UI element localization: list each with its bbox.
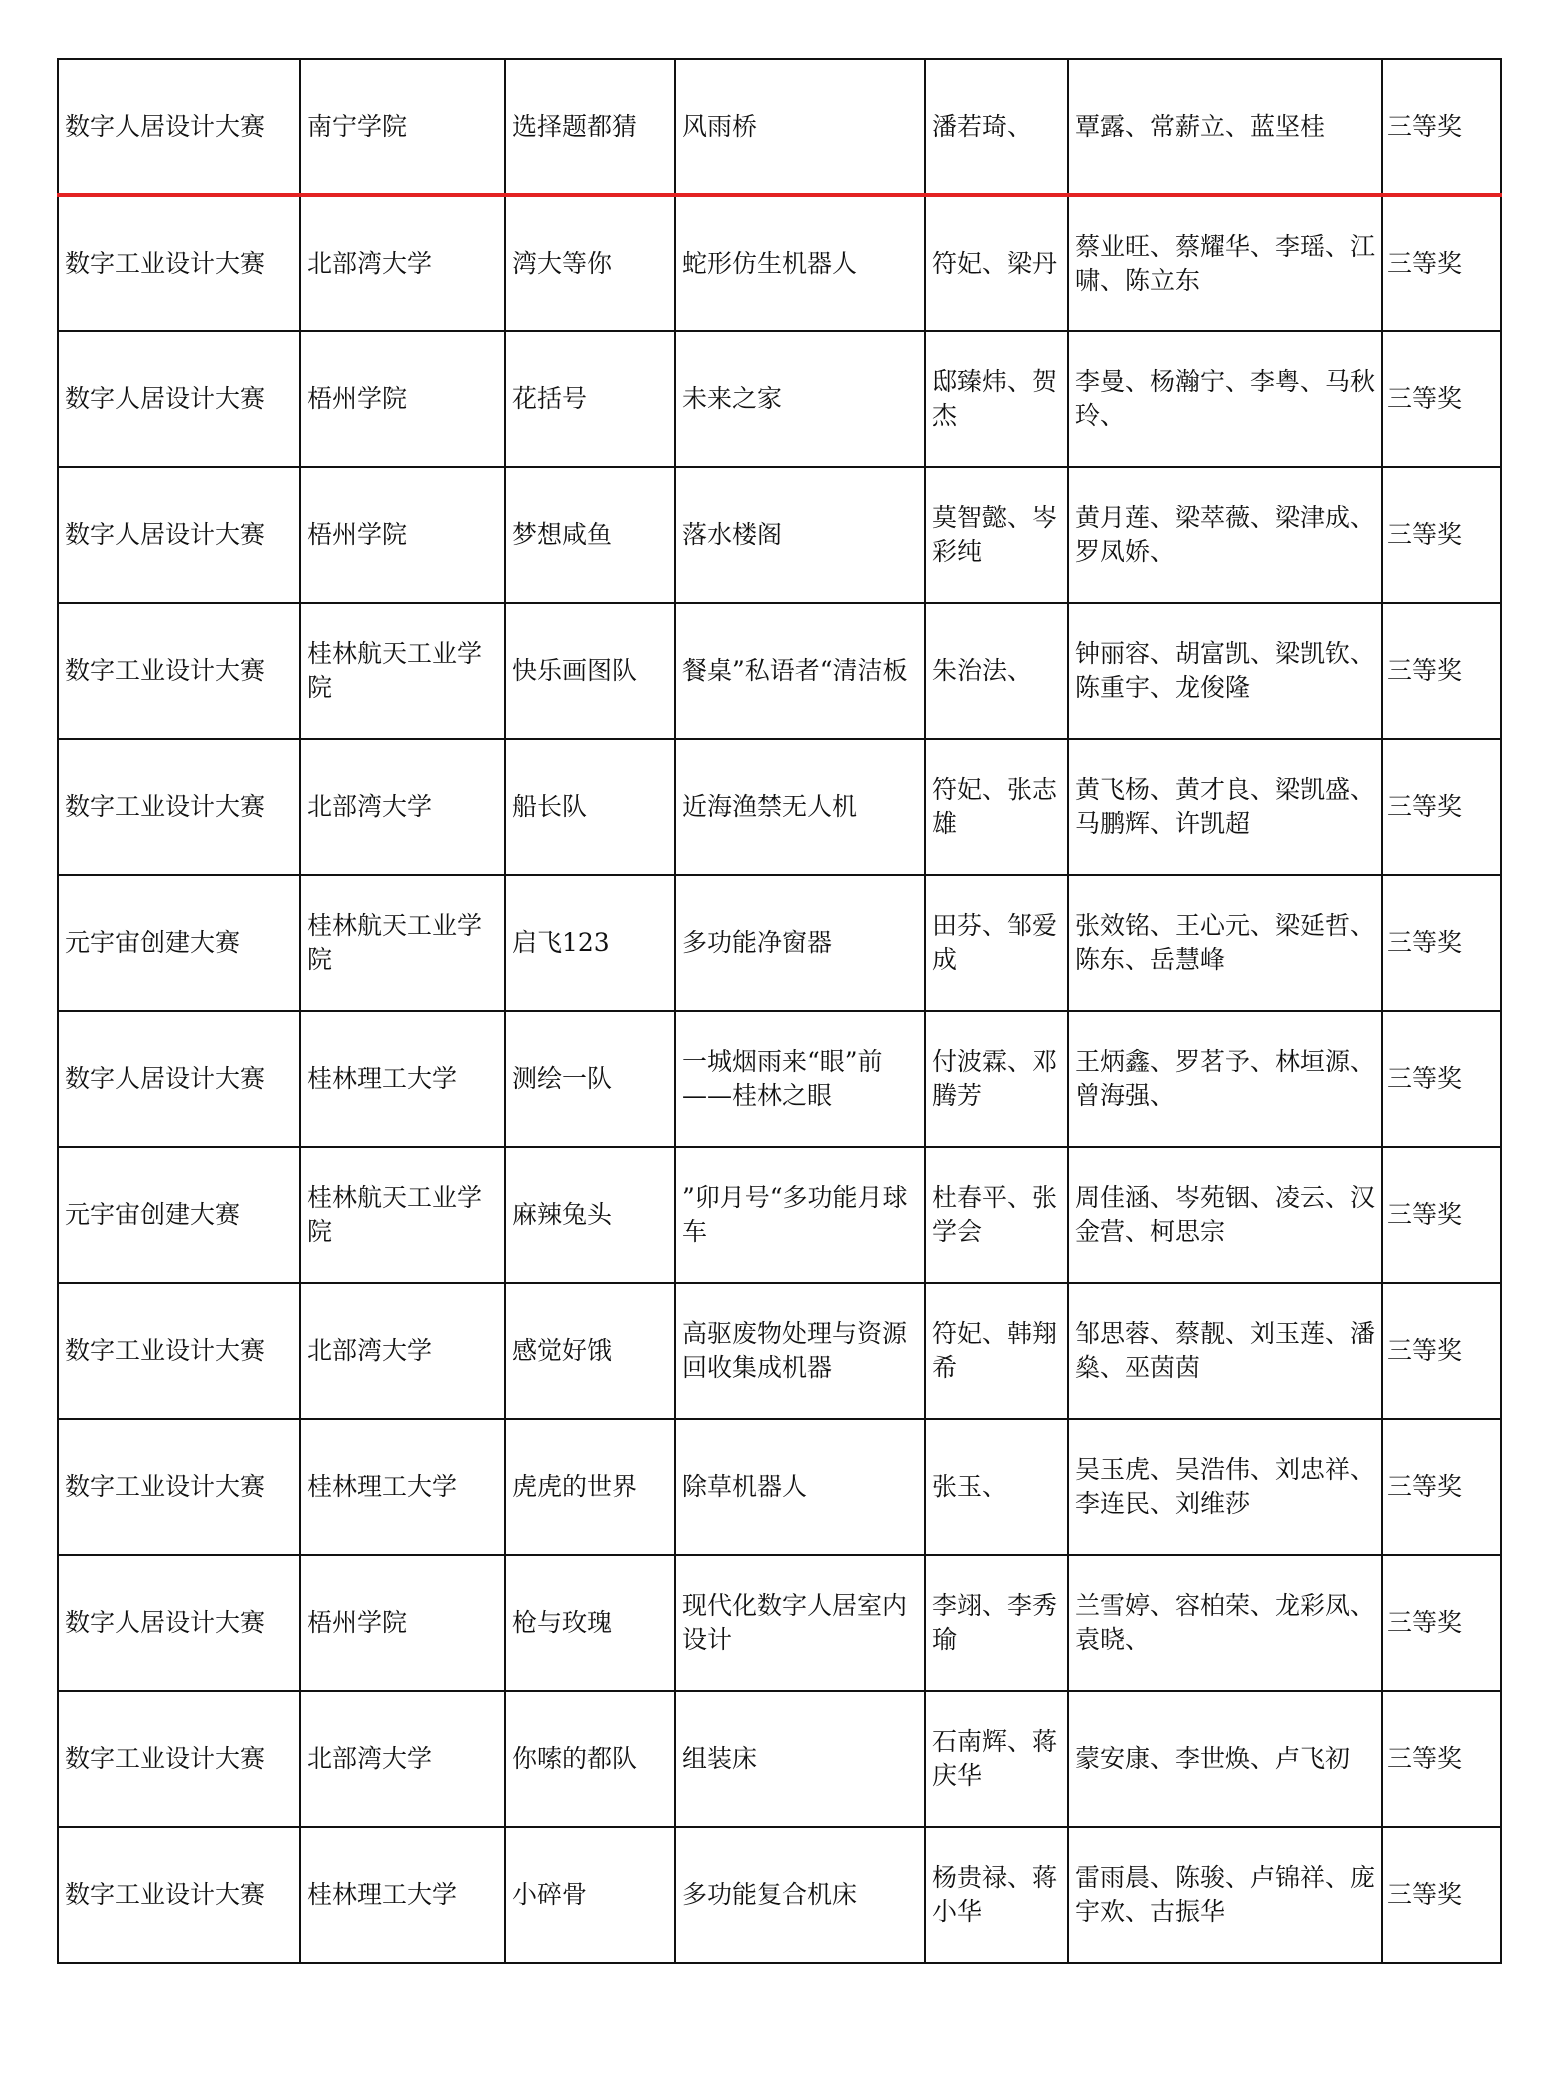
table-row: [58, 603, 1501, 739]
team-cell: 虎虎的世界: [505, 1419, 675, 1555]
team-cell: 启飞123: [505, 875, 675, 1011]
team-cell: 选择题都猜: [505, 59, 675, 195]
members-cell: 雷雨晨、陈骏、卢锦祥、庞宇欢、古振华: [1068, 1827, 1382, 1963]
school-cell: 梧州学院: [300, 1555, 505, 1691]
advisors-cell: 田芬、邹爱成: [925, 875, 1068, 1011]
table-row: [58, 875, 1501, 1011]
competition-cell: 元宇宙创建大赛: [58, 1147, 300, 1283]
advisors-cell: 朱治法、: [925, 603, 1068, 739]
award-cell: 三等奖: [1382, 59, 1501, 195]
project-cell: 一城烟雨来“眼”前——桂林之眼: [675, 1011, 925, 1147]
team-cell: 感觉好饿: [505, 1283, 675, 1419]
advisors-cell: 石南辉、蒋庆华: [925, 1691, 1068, 1827]
award-cell: 三等奖: [1382, 467, 1501, 603]
award-cell: 三等奖: [1382, 1283, 1501, 1419]
results-table: [57, 58, 1502, 1964]
award-cell: 三等奖: [1382, 1827, 1501, 1963]
team-cell: 你嗦的都队: [505, 1691, 675, 1827]
competition-cell: 数字工业设计大赛: [58, 1827, 300, 1963]
team-cell: 快乐画图队: [505, 603, 675, 739]
table-row: [58, 1827, 1501, 1963]
members-cell: 蔡业旺、蔡耀华、李瑶、江啸、陈立东: [1068, 195, 1382, 331]
advisors-cell: 符妃、韩翔希: [925, 1283, 1068, 1419]
project-cell: ”卯月号“多功能月球车: [675, 1147, 925, 1283]
award-cell: 三等奖: [1382, 603, 1501, 739]
competition-cell: 数字人居设计大赛: [58, 59, 300, 195]
award-cell: 三等奖: [1382, 195, 1501, 331]
members-cell: 覃露、常薪立、蓝坚桂: [1068, 59, 1382, 195]
advisors-cell: 邸臻炜、贺杰: [925, 331, 1068, 467]
members-cell: 钟丽容、胡富凯、梁凯钦、陈重宇、龙俊隆: [1068, 603, 1382, 739]
project-cell: 风雨桥: [675, 59, 925, 195]
school-cell: 桂林理工大学: [300, 1827, 505, 1963]
competition-cell: 数字工业设计大赛: [58, 195, 300, 331]
project-cell: 落水楼阁: [675, 467, 925, 603]
team-cell: 小碎骨: [505, 1827, 675, 1963]
team-cell: 枪与玫瑰: [505, 1555, 675, 1691]
members-cell: 黄飞杨、黄才良、梁凯盛、马鹏辉、许凯超: [1068, 739, 1382, 875]
advisors-cell: 张玉、: [925, 1419, 1068, 1555]
school-cell: 桂林航天工业学院: [300, 1147, 505, 1283]
table-row: [58, 1011, 1501, 1147]
school-cell: 桂林理工大学: [300, 1419, 505, 1555]
advisors-cell: 李翊、李秀瑜: [925, 1555, 1068, 1691]
competition-cell: 数字工业设计大赛: [58, 739, 300, 875]
table-row: [58, 59, 1501, 195]
advisors-cell: 莫智懿、岑彩纯: [925, 467, 1068, 603]
project-cell: 组装床: [675, 1691, 925, 1827]
award-cell: 三等奖: [1382, 739, 1501, 875]
project-cell: 高驱废物处理与资源回收集成机器: [675, 1283, 925, 1419]
members-cell: 蒙安康、李世焕、卢飞初: [1068, 1691, 1382, 1827]
school-cell: 桂林理工大学: [300, 1011, 505, 1147]
competition-cell: 数字人居设计大赛: [58, 331, 300, 467]
results-table-body: [58, 59, 1501, 1963]
advisors-cell: 符妃、梁丹: [925, 195, 1068, 331]
advisors-cell: 符妃、张志雄: [925, 739, 1068, 875]
project-cell: 多功能净窗器: [675, 875, 925, 1011]
competition-cell: 数字工业设计大赛: [58, 1419, 300, 1555]
table-row: [58, 467, 1501, 603]
competition-cell: 数字工业设计大赛: [58, 1691, 300, 1827]
members-cell: 吴玉虎、吴浩伟、刘忠祥、李连民、刘维莎: [1068, 1419, 1382, 1555]
team-cell: 湾大等你: [505, 195, 675, 331]
project-cell: 近海渔禁无人机: [675, 739, 925, 875]
members-cell: 黄月莲、梁萃薇、梁津成、罗凤娇、: [1068, 467, 1382, 603]
team-cell: 花括号: [505, 331, 675, 467]
award-cell: 三等奖: [1382, 1011, 1501, 1147]
members-cell: 张效铭、王心元、梁延哲、陈东、岳慧峰: [1068, 875, 1382, 1011]
table-row: [58, 195, 1501, 331]
competition-cell: 数字人居设计大赛: [58, 1011, 300, 1147]
competition-cell: 数字人居设计大赛: [58, 1555, 300, 1691]
award-cell: 三等奖: [1382, 1147, 1501, 1283]
school-cell: 北部湾大学: [300, 739, 505, 875]
table-row: [58, 1555, 1501, 1691]
table-row: [58, 331, 1501, 467]
school-cell: 桂林航天工业学院: [300, 603, 505, 739]
project-cell: 蛇形仿生机器人: [675, 195, 925, 331]
members-cell: 王炳鑫、罗茗予、林垣源、曾海强、: [1068, 1011, 1382, 1147]
team-cell: 梦想咸鱼: [505, 467, 675, 603]
school-cell: 北部湾大学: [300, 195, 505, 331]
competition-cell: 数字工业设计大赛: [58, 603, 300, 739]
competition-cell: 数字人居设计大赛: [58, 467, 300, 603]
project-cell: 除草机器人: [675, 1419, 925, 1555]
school-cell: 北部湾大学: [300, 1691, 505, 1827]
award-cell: 三等奖: [1382, 875, 1501, 1011]
table-row: [58, 1147, 1501, 1283]
competition-cell: 元宇宙创建大赛: [58, 875, 300, 1011]
advisors-cell: 杨贵禄、蒋小华: [925, 1827, 1068, 1963]
team-cell: 测绘一队: [505, 1011, 675, 1147]
competition-cell: 数字工业设计大赛: [58, 1283, 300, 1419]
table-row: [58, 1691, 1501, 1827]
school-cell: 梧州学院: [300, 467, 505, 603]
table-row: [58, 1419, 1501, 1555]
team-cell: 麻辣兔头: [505, 1147, 675, 1283]
team-cell: 船长队: [505, 739, 675, 875]
award-cell: 三等奖: [1382, 331, 1501, 467]
members-cell: 兰雪婷、容柏荣、龙彩凤、袁晓、: [1068, 1555, 1382, 1691]
school-cell: 北部湾大学: [300, 1283, 505, 1419]
project-cell: 多功能复合机床: [675, 1827, 925, 1963]
award-cell: 三等奖: [1382, 1419, 1501, 1555]
school-cell: 桂林航天工业学院: [300, 875, 505, 1011]
award-cell: 三等奖: [1382, 1691, 1501, 1827]
members-cell: 邹思蓉、蔡靓、刘玉莲、潘燊、巫茵茵: [1068, 1283, 1382, 1419]
members-cell: 周佳涵、岑苑铟、凌云、汉金营、柯思宗: [1068, 1147, 1382, 1283]
advisors-cell: 杜春平、张学会: [925, 1147, 1068, 1283]
project-cell: 现代化数字人居室内设计: [675, 1555, 925, 1691]
table-row: [58, 739, 1501, 875]
members-cell: 李曼、杨瀚宁、李粤、马秋玲、: [1068, 331, 1382, 467]
advisors-cell: 付波霖、邓腾芳: [925, 1011, 1068, 1147]
project-cell: 餐桌”私语者“清洁板: [675, 603, 925, 739]
award-cell: 三等奖: [1382, 1555, 1501, 1691]
school-cell: 梧州学院: [300, 331, 505, 467]
school-cell: 南宁学院: [300, 59, 505, 195]
table-row: [58, 1283, 1501, 1419]
advisors-cell: 潘若琦、: [925, 59, 1068, 195]
project-cell: 未来之家: [675, 331, 925, 467]
